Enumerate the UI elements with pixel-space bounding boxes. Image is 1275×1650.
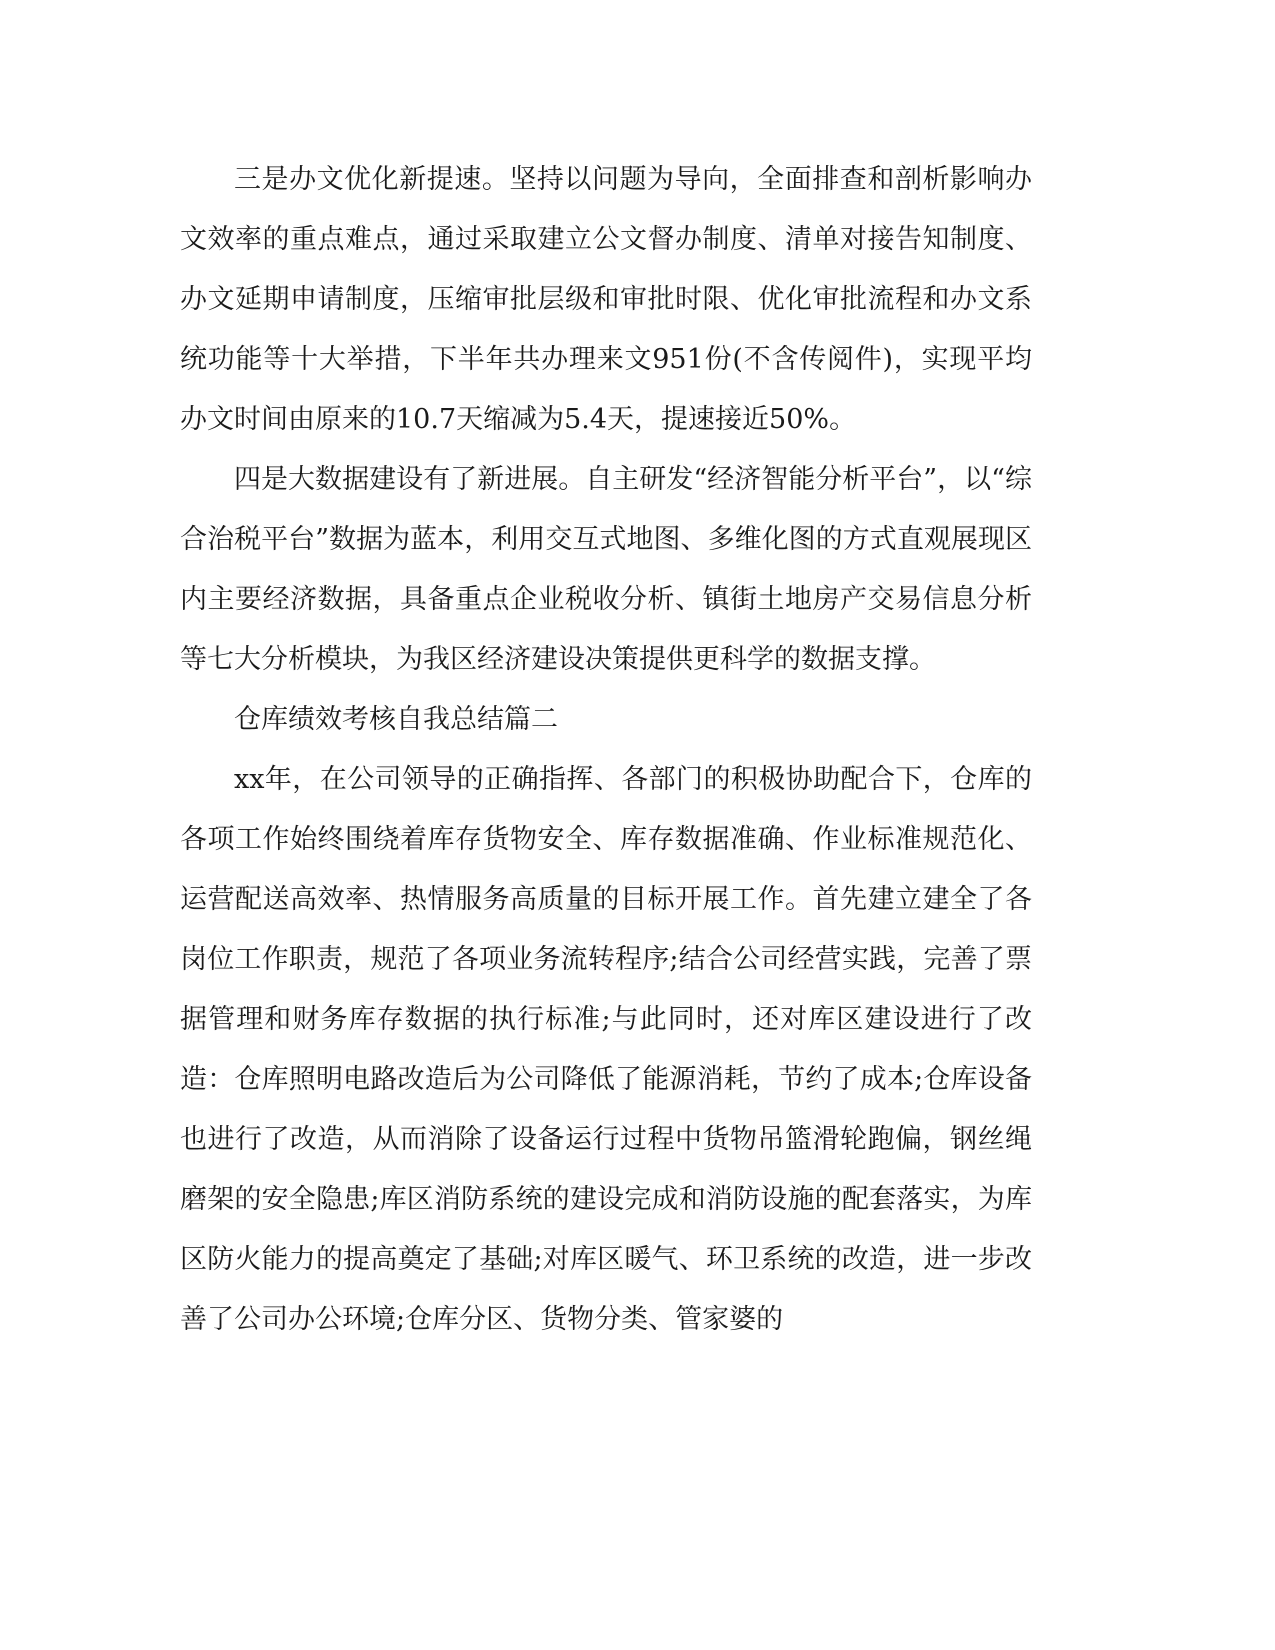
section-heading: 仓库绩效考核自我总结篇二 — [234, 704, 558, 735]
document-page — [180, 150, 1032, 1350]
paragraph-office-optimization: 三是办文优化新提速。坚持以问题为导向，全面排查和剖析影响办文效率的重点难点，通过采取建立公文督办制度、清单对接告知制度、办文延期申请制度，压缩审批层级和审批时限、优化审批流程和办文系统功能等十大举措，下半年共办理来文951份(不含传阅件)，实现平均办文时间由原来的10.7天缩减为5.4天，提速接近50%。 — [180, 164, 1032, 435]
paragraph-big-data: 四是大数据建设有了新进展。自主研发“经济智能分析平台”，以“综合治税平台”数据为蓝本，利用交互式地图、多维化图的方式直观展现区内主要经济数据，具备重点企业税收分析、镇街土地房产交易信息分析等七大分析模块，为我区经济建设决策提供更科学的数据支撑。 — [180, 464, 1032, 675]
paragraph-warehouse-summary: xx年，在公司领导的正确指挥、各部门的积极协助配合下，仓库的各项工作始终围绕着库存货物安全、库存数据准确、作业标准规范化、运营配送高效率、热情服务高质量的目标开展工作。首先建立建全了各岗位工作职责，规范了各项业务流转程序;结合公司经营实践，完善了票据管理和财务库存数据的执行标准;与此同时，还对库区建设进行了改造：仓库照明电路改造后为公司降低了能源消耗，节约了成本;仓库设备也进行了改造，从而消除了设备运行过程中货物吊篮滑轮跑偏，钢丝绳磨架的安全隐患;库区消防系统的建设完成和消防设施的配套落实，为库区防火能力的提高奠定了基础;对库区暖气、环卫系统的改造，进一步改善了公司办公环境;仓库分区、货物分类、管家婆的 — [180, 764, 1032, 1335]
